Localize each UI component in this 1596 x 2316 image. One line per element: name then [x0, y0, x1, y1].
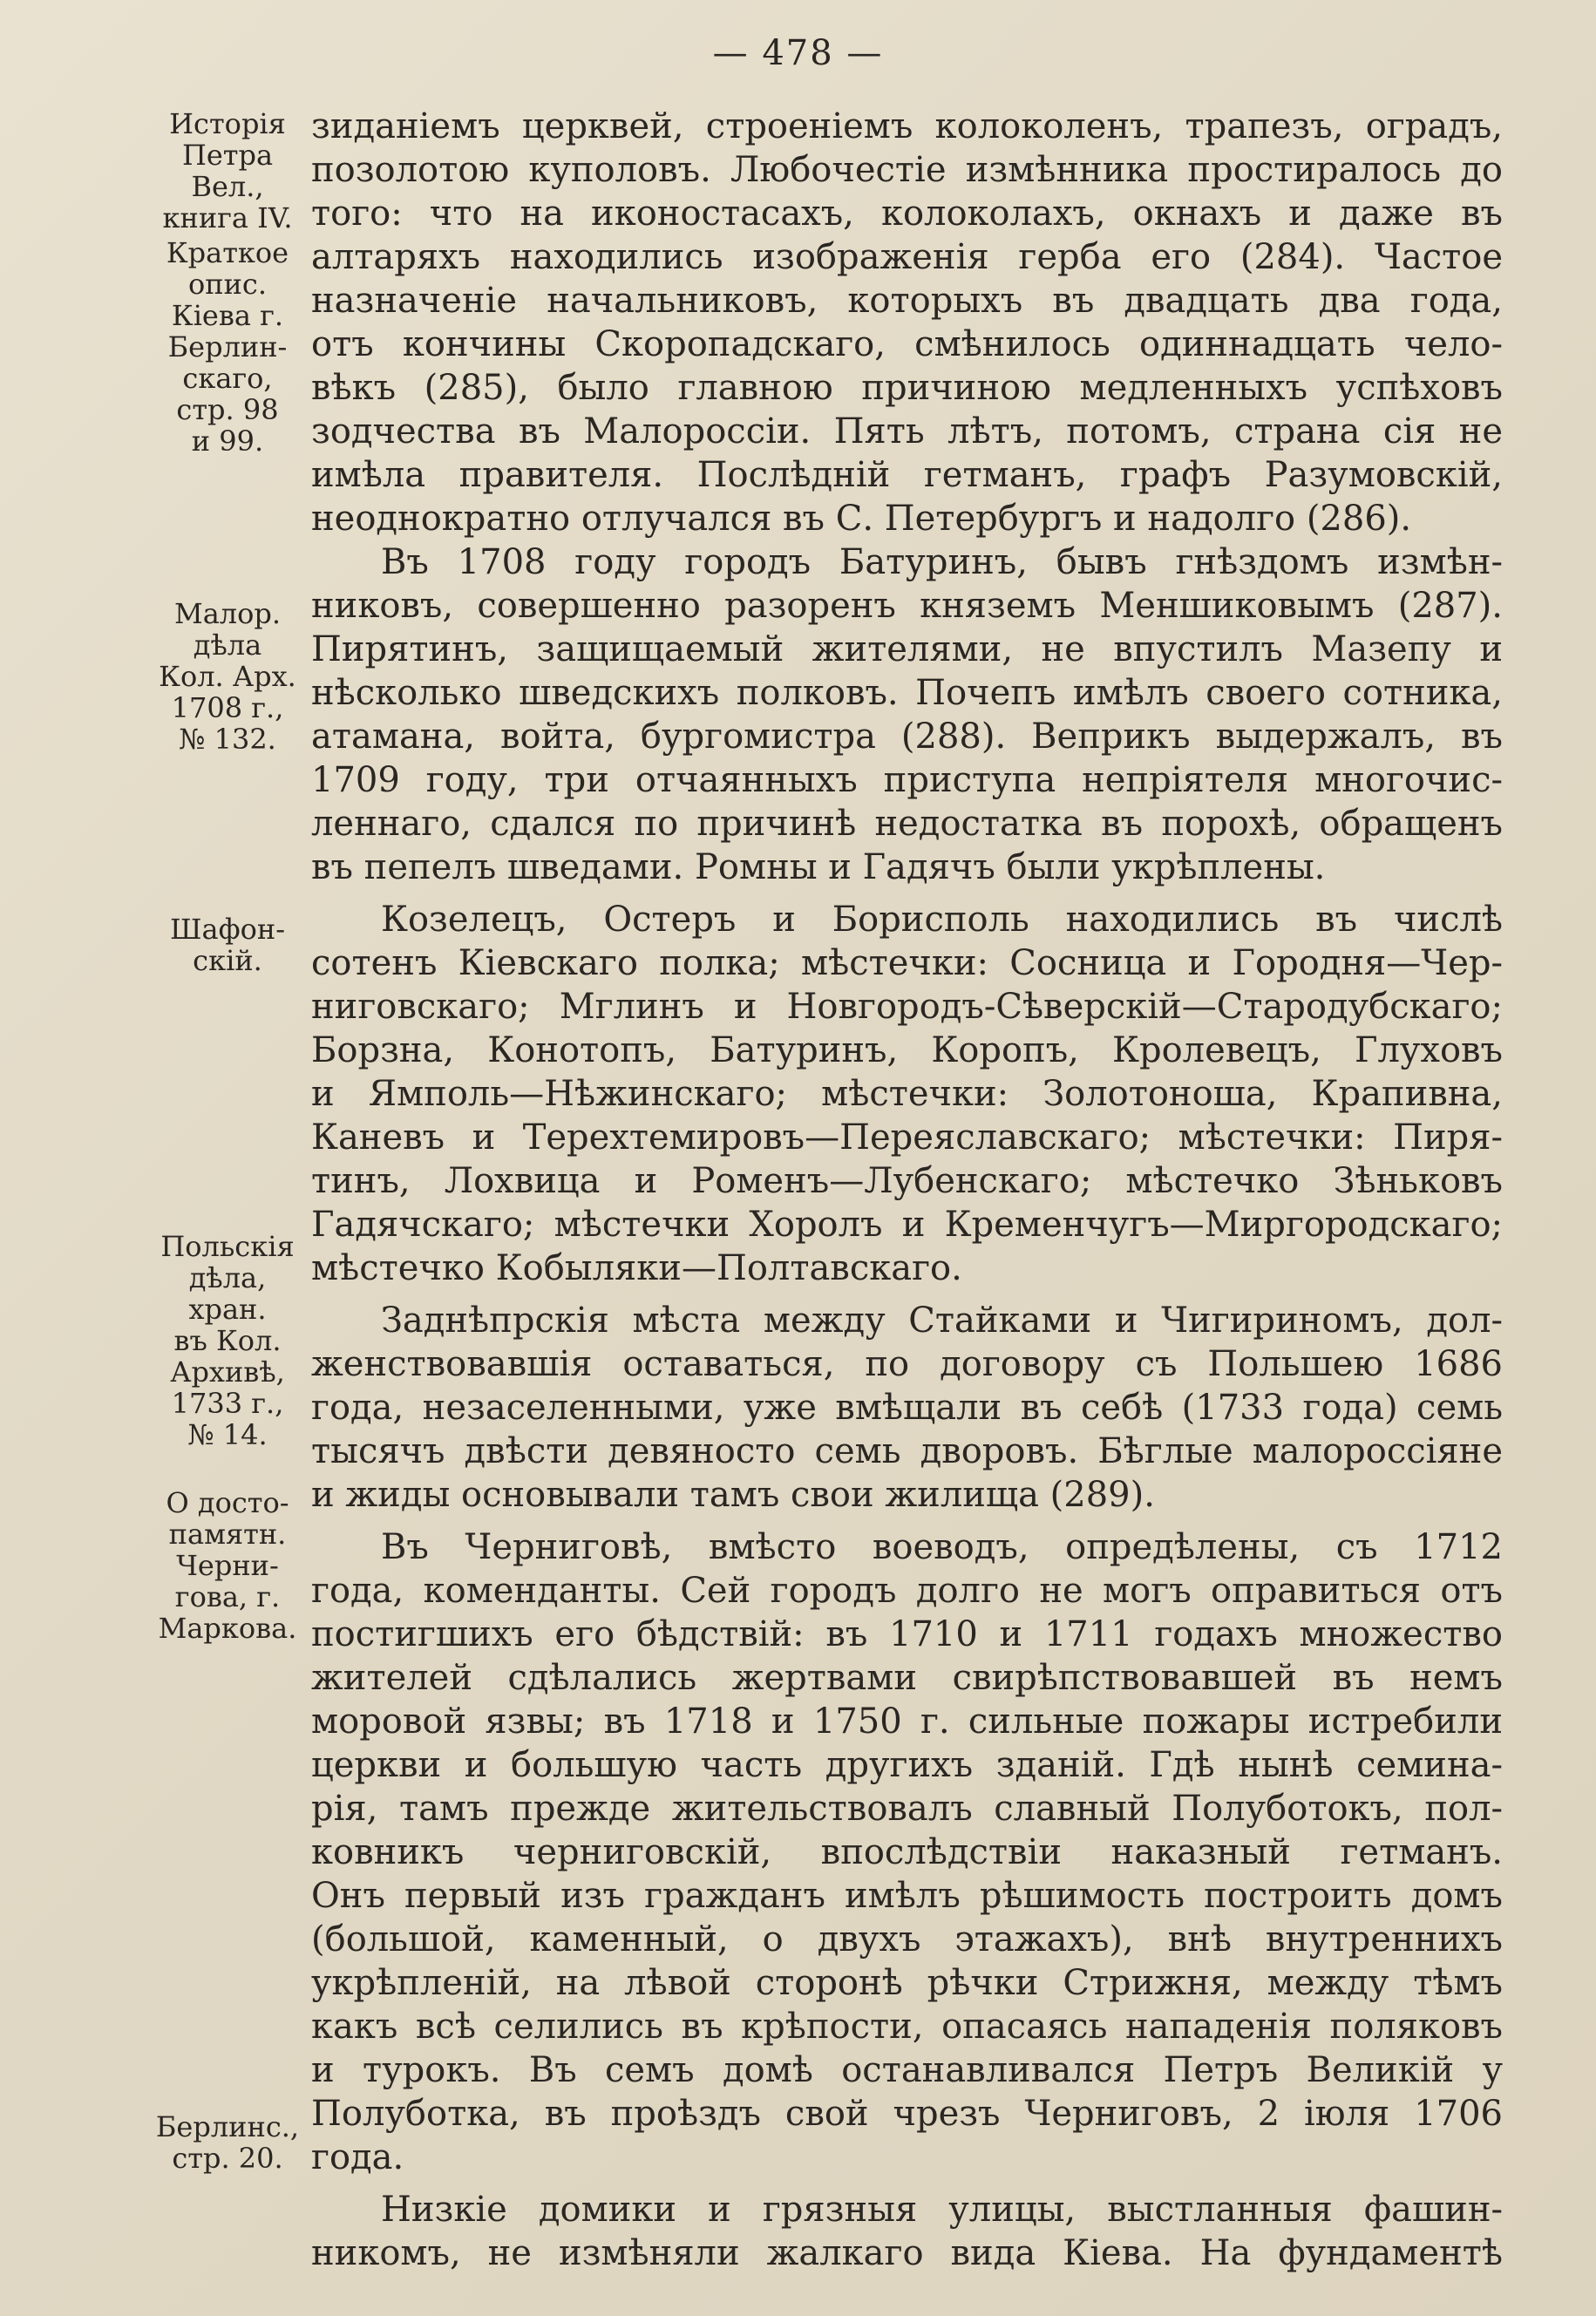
body-line: отъ кончины Скоропадскаго, смѣнилось одиннадцать чело- — [311, 324, 1503, 364]
body-line: тысячъ двѣсти девяносто семь дворовъ. Бѣглые малороссіяне — [311, 1431, 1503, 1471]
margin-note-line: опис. — [187, 268, 267, 301]
margin-note-line: дѣла — [193, 628, 262, 662]
body-line: имѣла правителя. Послѣдній гетманъ, графъ Разумовскій, — [311, 455, 1503, 495]
body-line: тинъ, Лохвица и Роменъ—Лубенскаго; мѣстечко Зѣньковъ — [311, 1161, 1503, 1201]
margin-note-line: Черни- — [176, 1549, 279, 1582]
body-line: церкви и большую часть другихъ зданій. Гдѣ нынѣ семина- — [311, 1745, 1503, 1785]
body-line: никомъ, не измѣняли жалкаго вида Кіева. На фундаментѣ — [311, 2233, 1503, 2273]
margin-note-line: книга IV. — [162, 201, 293, 234]
margin-note-line: Кіева г. — [171, 299, 284, 332]
margin-note-malor-dela — [150, 598, 305, 755]
margin-note-line: Петра — [181, 139, 274, 172]
margin-note-line: Шафон- — [169, 913, 286, 946]
margin-note-line: Кол. Арх. — [159, 660, 296, 693]
body-line: ковникъ черниговскій, впослѣдствіи наказный гетманъ. — [311, 1832, 1503, 1872]
body-line: Полуботка, въ проѣздъ свой чрезъ Черниговъ, 2 іюля 1706 — [311, 2094, 1503, 2134]
margin-note-line: Исторія — [169, 107, 286, 140]
margin-note-line: Малор. — [173, 597, 282, 630]
body-line: вѣкъ (285), было главною причиною медленныхъ успѣховъ — [311, 368, 1503, 408]
body-line: (большой, каменный, о двухъ этажахъ), внѣ внутреннихъ — [311, 1919, 1503, 1959]
body-line: никовъ, совершенно разоренъ княземъ Меншиковымъ (287). — [311, 586, 1503, 626]
body-line: неоднократно отлучался въ С. Петербургъ и надолго (286). — [311, 499, 1412, 539]
margin-note-line: Берлин- — [167, 330, 288, 363]
page-number: — 478 — — [712, 33, 884, 73]
body-line: атамана, войта, бургомистра (288). Веприкъ выдержалъ, въ — [311, 717, 1503, 757]
body-line: постигшихъ его бѣдствій: въ 1710 и 1711 годахъ множество — [311, 1614, 1503, 1654]
paragraph-first-line: Заднѣпрскія мѣста между Стайками и Чигириномъ, дол- — [381, 1301, 1503, 1341]
body-line: какъ всѣ селились въ крѣпости, опасаясь нападенія поляковъ — [311, 2007, 1503, 2047]
margin-note-line: Берлинс., — [155, 2110, 300, 2143]
body-line: въ пепелъ шведами. Ромны и Гадячъ были укрѣплены. — [311, 847, 1326, 887]
margin-note-polskiya-dela — [150, 1231, 305, 1450]
paragraph-first-line: Въ Черниговѣ, вмѣсто воеводъ, опредѣлены, съ 1712 — [381, 1527, 1503, 1567]
body-line: укрѣпленій, на лѣвой сторонѣ рѣчки Стрижня, между тѣмъ — [311, 1963, 1503, 2003]
body-line: и турокъ. Въ семъ домѣ останавливался Петръ Великій у — [311, 2050, 1503, 2090]
paragraph-first-line: Козелецъ, Остеръ и Борисполь находились въ числѣ — [381, 900, 1503, 940]
body-line: 1709 году, три отчаянныхъ приступа непріятеля многочис- — [311, 760, 1503, 800]
margin-note-line: скаго, — [182, 362, 273, 395]
body-line: Онъ первый изъ гражданъ имѣлъ рѣшимость построить домъ — [311, 1876, 1503, 1916]
margin-note-line: въ Кол. — [173, 1324, 282, 1357]
body-line: Каневъ и Терехтемировъ—Переяславскаго; мѣстечки: Пиря- — [311, 1117, 1503, 1158]
body-line: года, коменданты. Сей городъ долго не могъ оправиться отъ — [311, 1571, 1503, 1611]
margin-note-line: Краткое — [166, 236, 289, 269]
body-line: жителей сдѣлались жертвами свирѣпствовавшей въ немъ — [311, 1658, 1503, 1698]
margin-note-line: и 99. — [191, 424, 264, 458]
margin-note-line: скій. — [193, 944, 262, 977]
body-line: женствовавшія оставаться, по договору съ Польшею 1686 — [311, 1344, 1503, 1384]
body-line: года, незаселенными, уже вмѣщали въ себѣ (1733 года) семь — [311, 1388, 1503, 1428]
margin-note-line: Вел., — [191, 170, 264, 203]
margin-note-line: стр. 20. — [172, 2142, 283, 2175]
body-line: и жиды основывали тамъ свои жилища (289). — [311, 1475, 1155, 1515]
body-line: мѣстечко Кобыляки—Полтавскаго. — [311, 1248, 962, 1288]
body-line: алтаряхъ находились изображенія герба его (284). Частое — [311, 237, 1503, 277]
margin-note-line: Маркова. — [158, 1612, 297, 1645]
body-line: Гадячскаго; мѣстечки Хоролъ и Кременчугъ—Миргородскаго; — [311, 1205, 1503, 1245]
margin-note-line: 1733 г., — [171, 1387, 284, 1420]
margin-note-line: гова, г. — [174, 1580, 281, 1613]
margin-note-berlins — [150, 2111, 305, 2174]
margin-note-line: № 14. — [187, 1418, 268, 1451]
body-line: года. — [311, 2137, 404, 2177]
body-line: ниговскаго; Мглинъ и Новгородъ-Сѣверскій—Стародубскаго; — [311, 987, 1503, 1027]
margin-note-line: Архивѣ, — [170, 1355, 285, 1389]
margin-note-line: хран. — [188, 1293, 267, 1326]
margin-note-shafonsky — [150, 913, 305, 976]
margin-note-o-dostopamyat — [150, 1487, 305, 1644]
body-line: сотенъ Кіевскаго полка; мѣстечки: Сосница и Городня—Чер- — [311, 943, 1503, 983]
margin-note-line: № 132. — [179, 723, 276, 756]
body-line: леннаго, сдался по причинѣ недостатка въ порохѣ, обращенъ — [311, 804, 1503, 844]
margin-note-line: памятн. — [168, 1518, 287, 1551]
body-line: моровой язвы; въ 1718 и 1750 г. сильные пожары истребили — [311, 1701, 1503, 1742]
body-line: зодчества въ Малороссіи. Пять лѣтъ, потомъ, страна сія не — [311, 411, 1503, 452]
body-line: и Ямполь—Нѣжинскаго; мѣстечки: Золотоноша, Крапивна, — [311, 1074, 1503, 1114]
margin-note-line: О досто- — [166, 1486, 289, 1519]
margin-note-line: дѣла, — [188, 1261, 267, 1294]
margin-note-kratkoe-opis — [150, 237, 305, 457]
body-line: назначеніе начальниковъ, которыхъ въ двадцать два года, — [311, 281, 1503, 321]
margin-note-istoriya-petra — [150, 108, 305, 234]
body-line: рія, тамъ прежде жительствовалъ славный Полуботокъ, пол- — [311, 1789, 1503, 1829]
body-line: зиданіемъ церквей, строеніемъ колоколенъ, трапезъ, оградъ, — [311, 106, 1503, 146]
body-line: нѣсколько шведскихъ полковъ. Почепъ имѣлъ своего сотника, — [311, 673, 1503, 713]
margin-note-line: стр. 98 — [176, 393, 279, 426]
paragraph-first-line: Въ 1708 году городъ Батуринъ, бывъ гнѣздомъ измѣн- — [381, 542, 1503, 582]
body-line: позолотою куполовъ. Любочестіе измѣнника простиралось до — [311, 150, 1503, 190]
paragraph-first-line: Низкіе домики и грязныя улицы, выстланныя фашин- — [381, 2190, 1503, 2230]
margin-note-line: Польскія — [160, 1230, 295, 1263]
body-line: Борзна, Конотопъ, Батуринъ, Коропъ, Кролевецъ, Глуховъ — [311, 1030, 1503, 1070]
body-line: Пирятинъ, защищаемый жителями, не впустилъ Мазепу и — [311, 629, 1503, 669]
margin-note-line: 1708 г., — [171, 691, 284, 724]
body-line: того: что на иконостасахъ, колоколахъ, окнахъ и даже въ — [311, 194, 1503, 234]
